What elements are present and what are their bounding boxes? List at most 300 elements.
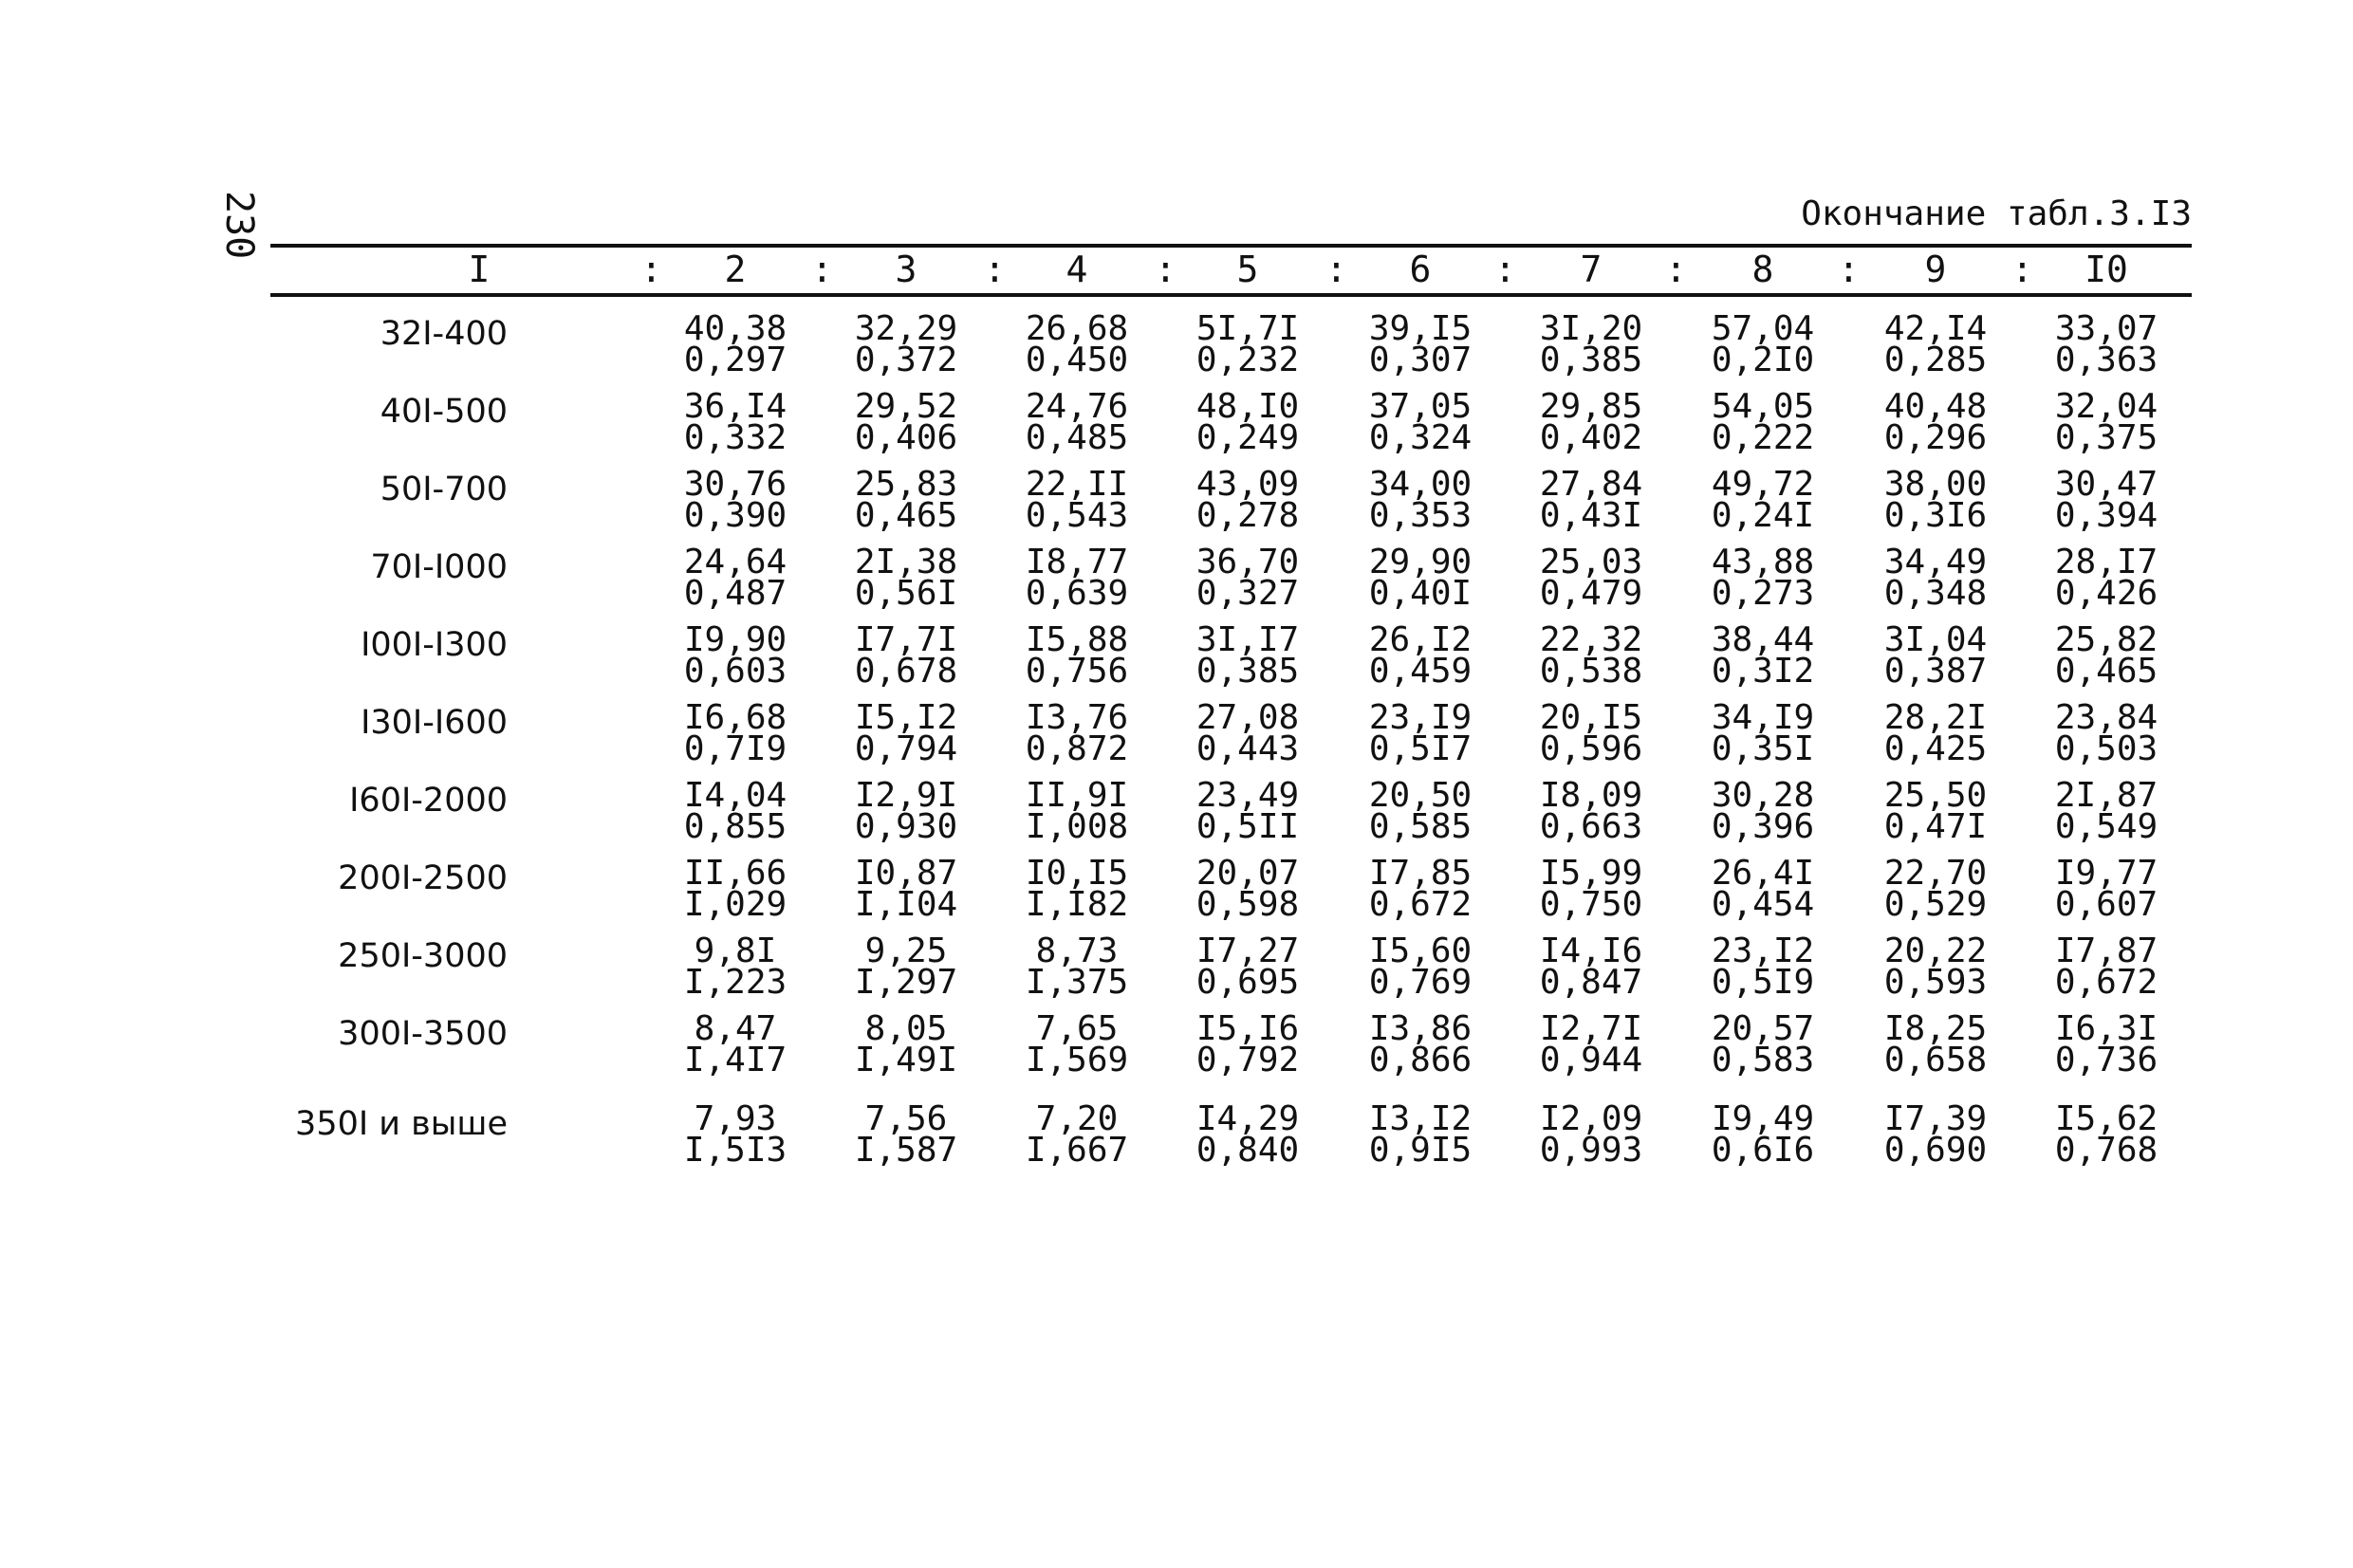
cell-value-top: I8,25 (1883, 1009, 1988, 1048)
cell-value-bottom: 0,406 (854, 418, 958, 457)
cell-value-top: 38,44 (1711, 620, 1815, 659)
table-cell (1529, 465, 1653, 535)
table-cell (1015, 698, 1139, 768)
cell-value-bottom: I,297 (854, 963, 958, 1002)
cell-value-bottom: I,569 (1025, 1041, 1129, 1079)
column-separator: : (1155, 249, 1176, 290)
cell-value-bottom: 0,363 (2054, 341, 2158, 379)
cell-value-bottom: 0,678 (854, 652, 958, 691)
table-cell (1701, 309, 1825, 379)
cell-value-bottom: 0,450 (1025, 341, 1129, 379)
cell-value-top: 20,07 (1195, 854, 1300, 893)
cell-value-top: 30,47 (2054, 465, 2158, 504)
table-cell (1359, 698, 1482, 768)
column-header: I0 (2084, 249, 2128, 290)
cell-value-bottom: 0,756 (1025, 652, 1129, 691)
cell-value-top: 7,65 (1035, 1009, 1119, 1048)
column-separator: : (811, 249, 833, 290)
table-row (270, 309, 2192, 381)
cell-value-top: 25,83 (854, 465, 958, 504)
cell-value-bottom: I,I04 (854, 885, 958, 924)
cell-value-bottom: I,029 (683, 885, 787, 924)
table-cell (2045, 932, 2168, 1002)
cell-value-bottom: 0,840 (1195, 1131, 1300, 1170)
cell-value-top: 23,49 (1195, 776, 1300, 815)
cell-value-top: I4,I6 (1539, 932, 1643, 970)
table-cell (1701, 620, 1825, 691)
cell-value-top: I6,3I (2054, 1009, 2158, 1048)
cell-value-top: 38,00 (1883, 465, 1988, 504)
cell-value-bottom: 0,792 (1195, 1041, 1300, 1079)
cell-value-top: I9,90 (683, 620, 787, 659)
cell-value-top: I0,I5 (1025, 854, 1129, 893)
cell-value-bottom: 0,24I (1711, 496, 1815, 535)
cell-value-bottom: 0,993 (1539, 1131, 1643, 1170)
cell-value-top: I7,39 (1883, 1099, 1988, 1138)
cell-value-bottom: I,223 (683, 963, 787, 1002)
cell-value-top: I5,88 (1025, 620, 1129, 659)
cell-value-top: I9,49 (1711, 1099, 1815, 1138)
table-cell (674, 465, 797, 535)
cell-value-top: I4,04 (683, 776, 787, 815)
cell-value-top: 40,48 (1883, 387, 1988, 426)
cell-value-bottom: 0,425 (1883, 729, 1988, 768)
table-cell (1015, 1009, 1139, 1079)
column-header: I (468, 249, 491, 290)
cell-value-top: 23,84 (2054, 698, 2158, 737)
cell-value-top: 22,II (1025, 465, 1129, 504)
column-separator: : (1494, 249, 1516, 290)
table-cell (1015, 387, 1139, 457)
table-cell (1529, 698, 1653, 768)
cell-value-top: I6,68 (683, 698, 787, 737)
column-header: 6 (1409, 249, 1432, 290)
cell-value-top: 3I,20 (1539, 309, 1643, 348)
cell-value-bottom: 0,503 (2054, 729, 2158, 768)
cell-value-bottom: 0,285 (1883, 341, 1988, 379)
table-cell (844, 698, 968, 768)
table-cell (1529, 776, 1653, 846)
table-cell (674, 1099, 797, 1170)
cell-value-top: 9,25 (864, 932, 948, 970)
table-cell (2045, 1099, 2168, 1170)
row-label: I30I-I600 (361, 704, 508, 742)
table-cell (1874, 932, 1997, 1002)
cell-value-top: 43,88 (1711, 543, 1815, 581)
table-cell (844, 620, 968, 691)
cell-value-bottom: 0,396 (1711, 807, 1815, 846)
table-cell (674, 543, 797, 613)
cell-value-top: 42,I4 (1883, 309, 1988, 348)
table-cell (844, 932, 968, 1002)
table-cell (1529, 620, 1653, 691)
cell-value-bottom: 0,465 (2054, 652, 2158, 691)
cell-value-top: 2I,38 (854, 543, 958, 581)
cell-value-bottom: I,667 (1025, 1131, 1129, 1170)
cell-value-bottom: 0,3I2 (1711, 652, 1815, 691)
cell-value-bottom: 0,2I0 (1711, 341, 1815, 379)
cell-value-top: 27,84 (1539, 465, 1643, 504)
cell-value-top: 7,56 (864, 1099, 948, 1138)
cell-value-bottom: 0,43I (1539, 496, 1643, 535)
table-cell (1015, 854, 1139, 924)
cell-value-top: 27,08 (1195, 698, 1300, 737)
cell-value-top: I7,87 (2054, 932, 2158, 970)
cell-value-top: I7,7I (854, 620, 958, 659)
cell-value-top: 3I,I7 (1195, 620, 1300, 659)
cell-value-bottom: 0,596 (1539, 729, 1643, 768)
table-cell (1701, 932, 1825, 1002)
cell-value-top: 22,70 (1883, 854, 1988, 893)
table-cell (1359, 465, 1482, 535)
cell-value-bottom: 0,768 (2054, 1131, 2158, 1170)
cell-value-bottom: 0,672 (2054, 963, 2158, 1002)
cell-value-bottom: 0,769 (1368, 963, 1473, 1002)
table-cell (1701, 387, 1825, 457)
table-cell (1874, 620, 1997, 691)
cell-value-top: I9,77 (2054, 854, 2158, 893)
column-separator: : (2011, 249, 2033, 290)
cell-value-top: 9,8I (694, 932, 777, 970)
cell-value-bottom: 0,3I6 (1883, 496, 1988, 535)
cell-value-top: 25,82 (2054, 620, 2158, 659)
cell-value-top: 37,05 (1368, 387, 1473, 426)
table-cell (1359, 854, 1482, 924)
cell-value-top: I5,60 (1368, 932, 1473, 970)
table-cell (1874, 698, 1997, 768)
table-cell (1701, 1099, 1825, 1170)
table-cell (1015, 620, 1139, 691)
table-cell (1359, 1099, 1482, 1170)
cell-value-bottom: 0,232 (1195, 341, 1300, 379)
cell-value-top: 40,38 (683, 309, 787, 348)
cell-value-top: 20,50 (1368, 776, 1473, 815)
table-cell (1359, 387, 1482, 457)
table-cell (2045, 1009, 2168, 1079)
table-cell (1701, 776, 1825, 846)
cell-value-top: 29,85 (1539, 387, 1643, 426)
table-row (270, 620, 2192, 692)
table-cell (2045, 620, 2168, 691)
cell-value-bottom: I,587 (854, 1131, 958, 1170)
table-cell (1701, 465, 1825, 535)
table-row (270, 698, 2192, 770)
column-header: 7 (1580, 249, 1603, 290)
cell-value-top: 26,I2 (1368, 620, 1473, 659)
cell-value-bottom: 0,297 (683, 341, 787, 379)
cell-value-bottom: 0,385 (1195, 652, 1300, 691)
cell-value-bottom: 0,426 (2054, 574, 2158, 613)
column-header: 4 (1065, 249, 1088, 290)
table-cell (674, 309, 797, 379)
table-cell (1186, 776, 1309, 846)
cell-value-bottom: I,375 (1025, 963, 1129, 1002)
table-cell (674, 932, 797, 1002)
cell-value-bottom: 0,538 (1539, 652, 1643, 691)
cell-value-top: I8,09 (1539, 776, 1643, 815)
cell-value-top: 26,68 (1025, 309, 1129, 348)
table-cell (2045, 465, 2168, 535)
cell-value-top: 29,52 (854, 387, 958, 426)
cell-value-top: I2,7I (1539, 1009, 1643, 1048)
cell-value-bottom: 0,443 (1195, 729, 1300, 768)
table-cell (844, 1099, 968, 1170)
cell-value-bottom: 0,847 (1539, 963, 1643, 1002)
cell-value-bottom: 0,529 (1883, 885, 1988, 924)
cell-value-top: 26,4I (1711, 854, 1815, 893)
table-cell (1529, 1099, 1653, 1170)
cell-value-top: I8,77 (1025, 543, 1129, 581)
cell-value-top: 33,07 (2054, 309, 2158, 348)
cell-value-top: 28,I7 (2054, 543, 2158, 581)
cell-value-top: 8,47 (694, 1009, 777, 1048)
table-cell (1701, 854, 1825, 924)
table-row (270, 543, 2192, 615)
cell-value-bottom: 0,465 (854, 496, 958, 535)
table-cell (1359, 1009, 1482, 1079)
cell-value-top: 29,90 (1368, 543, 1473, 581)
cell-value-top: I5,99 (1539, 854, 1643, 893)
table-cell (2045, 387, 2168, 457)
column-header: 8 (1751, 249, 1774, 290)
cell-value-top: 8,73 (1035, 932, 1119, 970)
cell-value-bottom: 0,639 (1025, 574, 1129, 613)
cell-value-top: 43,09 (1195, 465, 1300, 504)
table-header-row (270, 249, 2192, 290)
table-row (270, 854, 2192, 926)
cell-value-top: 32,29 (854, 309, 958, 348)
cell-value-top: 32,04 (2054, 387, 2158, 426)
table-cell (1186, 543, 1309, 613)
cell-value-bottom: 0,387 (1883, 652, 1988, 691)
table-cell (1529, 854, 1653, 924)
cell-value-bottom: 0,794 (854, 729, 958, 768)
cell-value-bottom: 0,695 (1195, 963, 1300, 1002)
column-header: 3 (895, 249, 917, 290)
table-cell (1015, 543, 1139, 613)
row-label: 32I-400 (380, 315, 508, 353)
table-cell (1015, 932, 1139, 1002)
table-cell (1015, 309, 1139, 379)
row-label: 50I-700 (380, 470, 508, 508)
cell-value-bottom: 0,485 (1025, 418, 1129, 457)
cell-value-bottom: 0,454 (1711, 885, 1815, 924)
row-label: I60I-2000 (349, 782, 508, 820)
table-cell (1186, 620, 1309, 691)
table-row (270, 776, 2192, 848)
cell-value-top: I7,85 (1368, 854, 1473, 893)
table-cell (1186, 1009, 1309, 1079)
row-label: 200I-2500 (338, 859, 508, 897)
cell-value-bottom: 0,296 (1883, 418, 1988, 457)
cell-value-bottom: 0,273 (1711, 574, 1815, 613)
table-cell (674, 854, 797, 924)
table-cell (1529, 932, 1653, 1002)
row-label: 250I-3000 (338, 937, 508, 975)
table-cell (844, 543, 968, 613)
table-cell (1874, 543, 1997, 613)
table-cell (1874, 776, 1997, 846)
cell-value-top: 20,I5 (1539, 698, 1643, 737)
table-cell (1015, 465, 1139, 535)
cell-value-bottom: 0,750 (1539, 885, 1643, 924)
cell-value-bottom: 0,327 (1195, 574, 1300, 613)
table-cell (674, 1009, 797, 1079)
cell-value-top: 36,I4 (683, 387, 787, 426)
column-header: 9 (1924, 249, 1947, 290)
table-cell (844, 854, 968, 924)
cell-value-bottom: 0,7I9 (683, 729, 787, 768)
cell-value-top: 39,I5 (1368, 309, 1473, 348)
cell-value-bottom: 0,5I7 (1368, 729, 1473, 768)
table-cell (1874, 854, 1997, 924)
cell-value-bottom: 0,9I5 (1368, 1131, 1473, 1170)
cell-value-top: 36,70 (1195, 543, 1300, 581)
cell-value-top: 24,76 (1025, 387, 1129, 426)
cell-value-top: 30,76 (683, 465, 787, 504)
table-cell (674, 620, 797, 691)
column-separator: : (1325, 249, 1347, 290)
cell-value-bottom: 0,47I (1883, 807, 1988, 846)
table-cell (844, 387, 968, 457)
column-separator: : (1665, 249, 1687, 290)
cell-value-bottom: 0,585 (1368, 807, 1473, 846)
cell-value-bottom: 0,663 (1539, 807, 1643, 846)
cell-value-bottom: 0,855 (683, 807, 787, 846)
row-label: 300I-3500 (338, 1015, 508, 1053)
cell-value-bottom: 0,375 (2054, 418, 2158, 457)
cell-value-bottom: 0,583 (1711, 1041, 1815, 1079)
table-cell (1186, 1099, 1309, 1170)
cell-value-bottom: 0,348 (1883, 574, 1988, 613)
column-header: 2 (724, 249, 747, 290)
cell-value-top: 25,03 (1539, 543, 1643, 581)
table-cell (1529, 387, 1653, 457)
cell-value-bottom: 0,332 (683, 418, 787, 457)
table-cell (1701, 543, 1825, 613)
cell-value-bottom: 0,222 (1711, 418, 1815, 457)
cell-value-top: 34,00 (1368, 465, 1473, 504)
table-cell (1186, 465, 1309, 535)
cell-value-top: I7,27 (1195, 932, 1300, 970)
cell-value-bottom: I,5I3 (683, 1131, 787, 1170)
table-cell (1701, 1009, 1825, 1079)
table-cell (1874, 1009, 1997, 1079)
cell-value-top: I0,87 (854, 854, 958, 893)
cell-value-bottom: 0,543 (1025, 496, 1129, 535)
cell-value-top: 7,20 (1035, 1099, 1119, 1138)
cell-value-bottom: 0,603 (683, 652, 787, 691)
cell-value-top: 22,32 (1539, 620, 1643, 659)
cell-value-bottom: 0,479 (1539, 574, 1643, 613)
table-cell (844, 309, 968, 379)
table-cell (2045, 543, 2168, 613)
cell-value-top: 5I,7I (1195, 309, 1300, 348)
cell-value-top: 2I,87 (2054, 776, 2158, 815)
cell-value-bottom: 0,249 (1195, 418, 1300, 457)
cell-value-bottom: 0,6I6 (1711, 1131, 1815, 1170)
cell-value-bottom: 0,866 (1368, 1041, 1473, 1079)
cell-value-top: 20,57 (1711, 1009, 1815, 1048)
table-row (270, 387, 2192, 459)
cell-value-top: I5,I2 (854, 698, 958, 737)
cell-value-bottom: 0,307 (1368, 341, 1473, 379)
cell-value-top: I2,9I (854, 776, 958, 815)
cell-value-bottom: 0,658 (1883, 1041, 1988, 1079)
cell-value-bottom: 0,549 (2054, 807, 2158, 846)
cell-value-bottom: I,4I7 (683, 1041, 787, 1079)
cell-value-bottom: 0,607 (2054, 885, 2158, 924)
table-cell (2045, 854, 2168, 924)
table-cell (1874, 309, 1997, 379)
table-cell (1015, 776, 1139, 846)
column-separator: : (640, 249, 662, 290)
table-row (270, 1099, 2192, 1171)
cell-value-bottom: 0,353 (1368, 496, 1473, 535)
table-caption: Окончание табл.3.I3 (1801, 194, 2192, 233)
table-cell (1359, 776, 1482, 846)
column-separator: : (984, 249, 1006, 290)
cell-value-bottom: 0,394 (2054, 496, 2158, 535)
table-cell (1359, 309, 1482, 379)
cell-value-top: I4,29 (1195, 1099, 1300, 1138)
table-header-rule (270, 293, 2192, 297)
table-cell (1529, 1009, 1653, 1079)
table-row (270, 1009, 2192, 1081)
cell-value-top: 57,04 (1711, 309, 1815, 348)
cell-value-bottom: 0,385 (1539, 341, 1643, 379)
column-separator: : (1838, 249, 1860, 290)
column-header: 5 (1236, 249, 1259, 290)
cell-value-top: I3,I2 (1368, 1099, 1473, 1138)
table-cell (1359, 543, 1482, 613)
cell-value-bottom: I,008 (1025, 807, 1129, 846)
cell-value-top: 8,05 (864, 1009, 948, 1048)
cell-value-top: 48,I0 (1195, 387, 1300, 426)
table-cell (2045, 309, 2168, 379)
cell-value-bottom: 0,324 (1368, 418, 1473, 457)
cell-value-bottom: 0,930 (854, 807, 958, 846)
cell-value-top: 23,I9 (1368, 698, 1473, 737)
cell-value-bottom: 0,487 (683, 574, 787, 613)
table-row (270, 932, 2192, 1004)
cell-value-top: 49,72 (1711, 465, 1815, 504)
cell-value-top: I2,09 (1539, 1099, 1643, 1138)
table-cell (1529, 543, 1653, 613)
cell-value-top: 3I,04 (1883, 620, 1988, 659)
cell-value-bottom: 0,672 (1368, 885, 1473, 924)
cell-value-bottom: 0,390 (683, 496, 787, 535)
table-cell (674, 698, 797, 768)
cell-value-top: 28,2I (1883, 698, 1988, 737)
table-cell (674, 387, 797, 457)
table-cell (1359, 620, 1482, 691)
table-cell (1874, 465, 1997, 535)
cell-value-bottom: 0,872 (1025, 729, 1129, 768)
table-cell (674, 776, 797, 846)
table-cell (1186, 698, 1309, 768)
cell-value-bottom: I,I82 (1025, 885, 1129, 924)
table-cell (1186, 932, 1309, 1002)
table-cell (2045, 698, 2168, 768)
cell-value-bottom: 0,598 (1195, 885, 1300, 924)
table-cell (844, 465, 968, 535)
cell-value-bottom: 0,56I (854, 574, 958, 613)
cell-value-bottom: 0,5I9 (1711, 963, 1815, 1002)
cell-value-bottom: 0,278 (1195, 496, 1300, 535)
cell-value-bottom: 0,593 (1883, 963, 1988, 1002)
row-label: I00I-I300 (361, 626, 508, 664)
